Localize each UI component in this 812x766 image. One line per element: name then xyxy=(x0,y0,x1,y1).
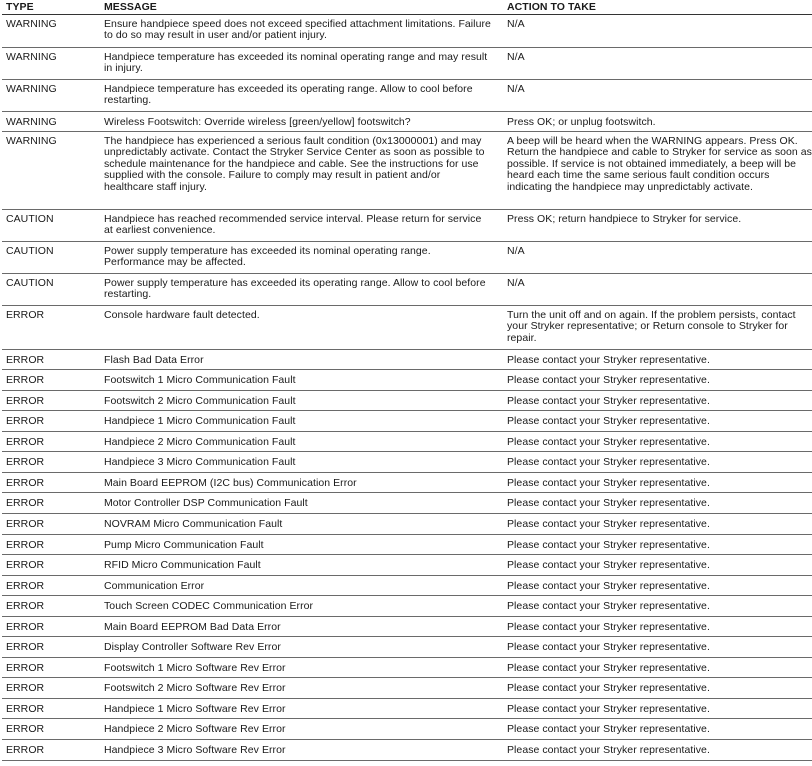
cell-action: Please contact your Stryker representative. xyxy=(507,497,710,509)
cell-type: ERROR xyxy=(6,682,45,694)
cell-action: N/A xyxy=(507,245,525,257)
cell-message: Touch Screen CODEC Communication Error xyxy=(104,600,314,612)
cell-action: Please contact your Stryker representative. xyxy=(507,477,710,489)
table-row xyxy=(2,350,812,370)
table-row xyxy=(2,432,812,452)
table-row xyxy=(2,740,812,761)
table-row xyxy=(2,242,812,274)
header-action: ACTION TO TAKE xyxy=(507,1,596,13)
table-row xyxy=(2,493,812,514)
cell-message: RFID Micro Communication Fault xyxy=(104,559,261,571)
header-type: TYPE xyxy=(6,1,34,13)
cell-message: Footswitch 2 Micro Software Rev Error xyxy=(104,682,286,694)
table-row xyxy=(2,699,812,719)
table-row xyxy=(2,80,812,112)
cell-action: Please contact your Stryker representative. xyxy=(507,744,710,756)
cell-message: Footswitch 2 Micro Communication Fault xyxy=(104,395,296,407)
cell-message: Handpiece 2 Micro Software Rev Error xyxy=(104,723,286,735)
cell-type: ERROR xyxy=(6,600,45,612)
table-row xyxy=(2,452,812,473)
cell-action: Please contact your Stryker representative. xyxy=(507,354,710,366)
cell-type: ERROR xyxy=(6,309,45,321)
cell-action: A beep will be heard when the WARNING appears. Press OK. Return the handpiece and cable to Stryker for service as soon as possible. If service is not obtained immediately, a beep will be heard each time the same serious fault condition occurs indicating the handpiece may unpredictably activate. xyxy=(507,135,812,193)
cell-action: N/A xyxy=(507,18,525,30)
cell-action: N/A xyxy=(507,51,525,63)
table-row xyxy=(2,719,812,740)
table-row xyxy=(2,637,812,658)
cell-message: Main Board EEPROM Bad Data Error xyxy=(104,621,281,633)
table-row xyxy=(2,274,812,306)
cell-type: WARNING xyxy=(6,18,57,30)
cell-type: ERROR xyxy=(6,395,45,407)
table-row xyxy=(2,112,812,132)
table-row xyxy=(2,596,812,617)
table-row xyxy=(2,678,812,699)
cell-action: Press OK; return handpiece to Stryker for service. xyxy=(507,213,742,225)
cell-message: Console hardware fault detected. xyxy=(104,309,260,321)
cell-message: Wireless Footswitch: Override wireless [green/yellow] footswitch? xyxy=(104,116,411,128)
table-row xyxy=(2,210,812,242)
cell-type: ERROR xyxy=(6,641,45,653)
cell-message: Display Controller Software Rev Error xyxy=(104,641,281,653)
table-row xyxy=(2,391,812,411)
table-body xyxy=(2,15,812,761)
cell-message: Pump Micro Communication Fault xyxy=(104,539,264,551)
header-message: MESSAGE xyxy=(104,1,157,13)
cell-type: ERROR xyxy=(6,723,45,735)
cell-action: Please contact your Stryker representative. xyxy=(507,682,710,694)
table-row xyxy=(2,576,812,596)
cell-action: Please contact your Stryker representative. xyxy=(507,395,710,407)
cell-message: NOVRAM Micro Communication Fault xyxy=(104,518,283,530)
cell-type: ERROR xyxy=(6,559,45,571)
table-row xyxy=(2,658,812,678)
cell-type: ERROR xyxy=(6,497,45,509)
cell-message: Handpiece 3 Micro Software Rev Error xyxy=(104,744,286,756)
cell-message: The handpiece has experienced a serious fault condition (0x13000001) and may unpredictably activate. Contact the Stryker Service Center as soon as possible to schedule maintenance for the handpiece and cable. See the instructions for use supplied with the console. Failure to comply may result in patient and/or healthcare staff injury. xyxy=(104,135,485,193)
cell-action: Please contact your Stryker representative. xyxy=(507,662,710,674)
cell-action: Please contact your Stryker representative. xyxy=(507,600,710,612)
cell-message: Handpiece 1 Micro Communication Fault xyxy=(104,415,296,427)
cell-action: Please contact your Stryker representative. xyxy=(507,436,710,448)
cell-action: Please contact your Stryker representative. xyxy=(507,580,710,592)
cell-action: Please contact your Stryker representative. xyxy=(507,518,710,530)
cell-message: Footswitch 1 Micro Software Rev Error xyxy=(104,662,286,674)
table-row xyxy=(2,306,812,350)
cell-message: Flash Bad Data Error xyxy=(104,354,204,366)
cell-type: ERROR xyxy=(6,456,45,468)
table-row xyxy=(2,411,812,432)
cell-type: CAUTION xyxy=(6,277,54,289)
cell-type: CAUTION xyxy=(6,213,54,225)
table-row xyxy=(2,370,812,391)
cell-message: Motor Controller DSP Communication Fault xyxy=(104,497,308,509)
cell-message: Power supply temperature has exceeded its nominal operating range. Performance may be affected. xyxy=(104,245,431,269)
cell-type: ERROR xyxy=(6,436,45,448)
table-row xyxy=(2,15,812,48)
cell-type: ERROR xyxy=(6,662,45,674)
cell-type: ERROR xyxy=(6,354,45,366)
cell-type: ERROR xyxy=(6,539,45,551)
cell-type: WARNING xyxy=(6,135,57,147)
cell-action: Please contact your Stryker representative. xyxy=(507,621,710,633)
cell-type: WARNING xyxy=(6,51,57,63)
cell-message: Handpiece has reached recommended service interval. Please return for service at earliest convenience. xyxy=(104,213,482,237)
cell-action: Please contact your Stryker representative. xyxy=(507,539,710,551)
cell-type: CAUTION xyxy=(6,245,54,257)
cell-action: Press OK; or unplug footswitch. xyxy=(507,116,656,128)
cell-type: ERROR xyxy=(6,703,45,715)
table-row xyxy=(2,555,812,576)
cell-action: N/A xyxy=(507,83,525,95)
cell-type: ERROR xyxy=(6,518,45,530)
cell-type: WARNING xyxy=(6,83,57,95)
cell-type: ERROR xyxy=(6,580,45,592)
cell-type: ERROR xyxy=(6,744,45,756)
cell-action: N/A xyxy=(507,277,525,289)
cell-action: Please contact your Stryker representative. xyxy=(507,723,710,735)
table-row xyxy=(2,48,812,80)
fault-message-table xyxy=(2,0,812,761)
cell-action: Please contact your Stryker representative. xyxy=(507,703,710,715)
cell-type: WARNING xyxy=(6,116,57,128)
cell-action: Please contact your Stryker representative. xyxy=(507,415,710,427)
cell-action: Turn the unit off and on again. If the problem persists, contact your Stryker representative; or Return console to Stryker for repair. xyxy=(507,309,796,344)
cell-message: Footswitch 1 Micro Communication Fault xyxy=(104,374,296,386)
cell-message: Handpiece 2 Micro Communication Fault xyxy=(104,436,296,448)
cell-type: ERROR xyxy=(6,621,45,633)
cell-message: Communication Error xyxy=(104,580,205,592)
cell-message: Handpiece temperature has exceeded its nominal operating range and may result in injury. xyxy=(104,51,488,75)
table-row xyxy=(2,535,812,555)
cell-message: Handpiece 3 Micro Communication Fault xyxy=(104,456,296,468)
cell-message: Handpiece 1 Micro Software Rev Error xyxy=(104,703,286,715)
cell-action: Please contact your Stryker representative. xyxy=(507,641,710,653)
cell-message: Ensure handpiece speed does not exceed specified attachment limitations. Failure to do so may result in user and/or patient injury. xyxy=(104,18,491,42)
cell-message: Handpiece temperature has exceeded its operating range. Allow to cool before restarting. xyxy=(104,83,473,107)
table-row xyxy=(2,473,812,493)
cell-action: Please contact your Stryker representative. xyxy=(507,559,710,571)
table-row xyxy=(2,514,812,535)
cell-action: Please contact your Stryker representative. xyxy=(507,456,710,468)
cell-action: Please contact your Stryker representative. xyxy=(507,374,710,386)
table-row xyxy=(2,617,812,637)
cell-message: Power supply temperature has exceeded its operating range. Allow to cool before restarting. xyxy=(104,277,486,301)
cell-type: ERROR xyxy=(6,415,45,427)
table-row xyxy=(2,132,812,210)
table-header-row xyxy=(2,0,812,15)
cell-message: Main Board EEPROM (I2C bus) Communication Error xyxy=(104,477,357,489)
cell-type: ERROR xyxy=(6,374,45,386)
cell-type: ERROR xyxy=(6,477,45,489)
